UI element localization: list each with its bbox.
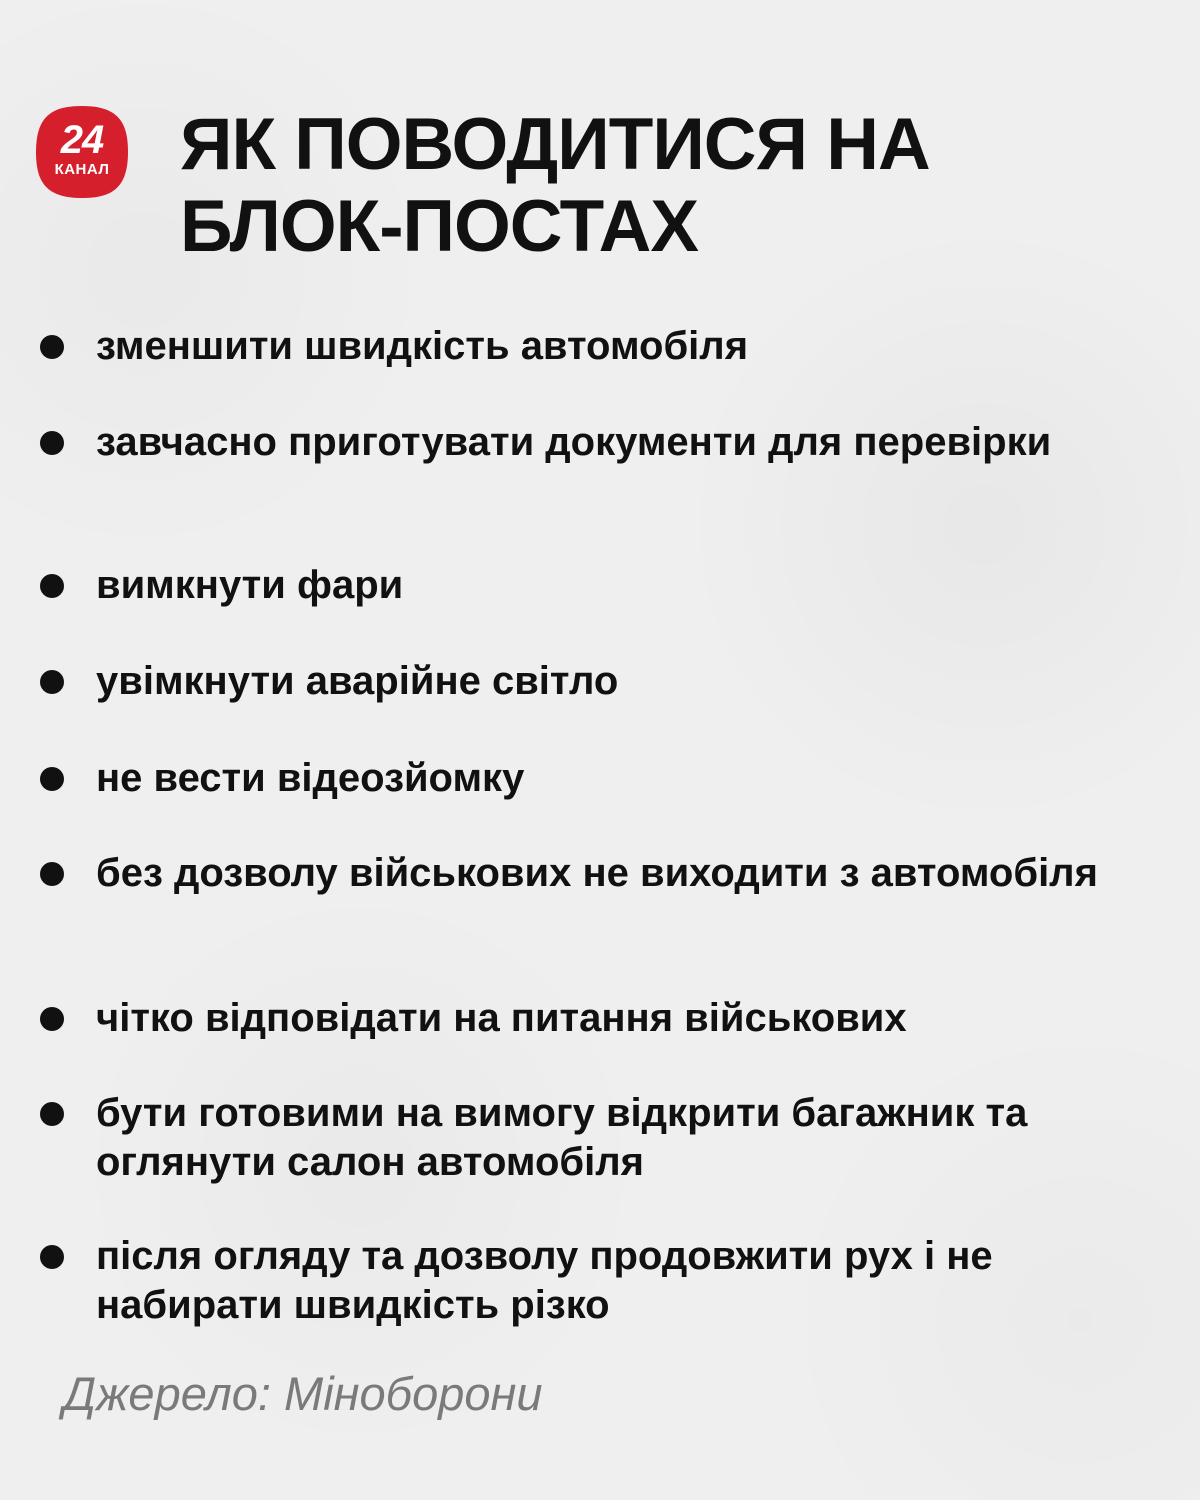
- list-item-text: після огляду та дозволу продовжити рух і не набирати швидкість різко: [96, 1234, 993, 1327]
- source-caption: Джерело: Міноборони: [63, 1367, 543, 1420]
- page-title: [180, 104, 1160, 268]
- list-item-text: зменшити швидкість автомобіля: [96, 324, 749, 368]
- page-title-line-2: БЛОК-ПОСТАХ: [180, 186, 699, 267]
- list-item-text: не вести відеозйомку: [96, 756, 525, 800]
- list-item-text: бути готовими на вимогу відкрити багажник та оглянути салон автомобіля: [96, 1091, 1028, 1184]
- list-item-text: вимкнути фари: [96, 563, 404, 607]
- logo-number: 24: [60, 118, 104, 162]
- list-item-text: завчасно приготувати документи для перевірки: [96, 420, 1052, 464]
- logo-word: КАНАЛ: [54, 161, 110, 178]
- page-title-line-1: ЯК ПОВОДИТИСЯ НА: [180, 104, 930, 185]
- list-item-text: чітко відповідати на питання військових: [96, 996, 907, 1040]
- list-item-text: без дозволу військових не виходити з автомобіля: [96, 851, 1098, 895]
- channel-24-logo: [34, 104, 130, 200]
- list-item-text: увімкнути аварійне світло: [96, 659, 619, 703]
